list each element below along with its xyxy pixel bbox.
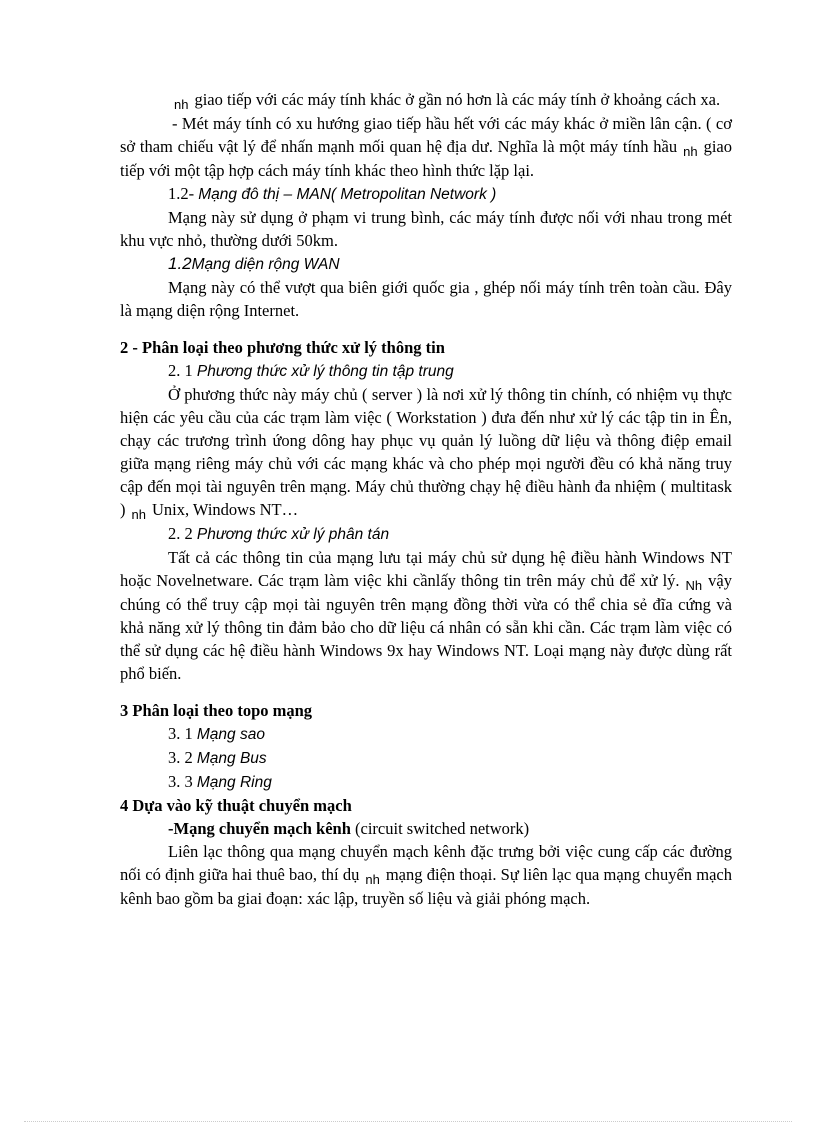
document-page	[120, 88, 732, 910]
subheading-circuit-switched: -Mạng chuyển mạch kênh (circuit switched network)	[168, 819, 530, 838]
topo-item: 3. 3 Mạng Ring	[168, 772, 272, 791]
section-heading-centralized: 2. 1 Phương thức xử lý thông tin tập trung	[168, 361, 454, 380]
heading-section-3: 3 Phân loại theo topo mạng	[120, 701, 313, 720]
topo-item: 3. 2 Mạng Bus	[168, 748, 267, 767]
heading-section-2: 2 - Phân loại theo phương thức xử lý thông tin	[120, 338, 445, 357]
paragraph-centralized: Ở phương thức này máy chủ ( server ) là nơi xử lý thông tin chính, có nhiệm vụ thực hiện các yêu cầu của các trạm làm việc ( Workstation ) đưa đến như xử lý các tập tin in Ên, chạy các trương trình ứong dông hay phục vụ quản lý luồng dữ liệu và thông điệp email giữa mạng riêng máy chủ với các mạng khác và cho phép mọi người đều có khả năng truy cập đến mọi tài nguyên trên mạng. Máy chủ thường chạy hệ điều hành đa nhiệm ( multitask ) $_{nh}$ Unix, Windows NT…	[120, 385, 732, 522]
paragraph-wan: Mạng này có thể vượt qua biên giới quốc gia , ghép nối máy tính trên toàn cầu. Đây là mạng diện rộng Internet.	[120, 278, 732, 320]
section-heading-distributed: 2. 2 Phương thức xử lý phân tán	[168, 524, 390, 543]
abbr-nh: Nh	[685, 578, 703, 593]
abbr-nh: nh	[683, 144, 698, 159]
abbr-nh: nh	[174, 97, 189, 112]
paragraph-distributed: Tất cả các thông tin của mạng lưu tại máy chủ sử dụng hệ điều hành Windows NT hoặc Novelnetware. Các trạm làm việc khi cầnlấy thông tin trên máy chủ để xử lý. $_{Nh}$ vậy chúng có thể truy cập mọi tài nguyên trên mạng đồng thời vừa có thể chia sẻ đĩa cứng và khả năng xử lý thông tin đảm bảo cho dữ liệu cá nhân có sẵn khi cần. Các trạm làm việc có thể sử dụng các hệ điều hành Windows 9x hay Windows NT. Loại mạng này được dùng rất phổ biến.	[120, 548, 732, 683]
paragraph-neighborhood: - Mét máy tính có xu hướng giao tiếp hầu hết với các máy khác ở miền lân cận. ( cơ sở tham chiếu vật lý để nhấn mạnh mối quan hệ địa dư. Nghĩa là một máy tính hầu $_{nh}$ giao tiếp với một tập hợp cách máy tính khác theo hình thức lặp lại.	[120, 114, 732, 180]
section-heading-wan: 1.2Mạng diện rộng WAN	[168, 254, 340, 273]
paragraph-man: Mạng này sử dụng ở phạm vi trung bình, các máy tính được nối với nhau trong mét khu vực nhỏ, thường dưới 50km.	[120, 208, 732, 250]
heading-section-4: 4 Dựa vào kỹ thuật chuyển mạch	[120, 796, 352, 815]
page-bottom-divider	[24, 1121, 792, 1122]
section-heading-man: 1.2- Mạng đô thị – MAN( Metropolitan Network )	[168, 184, 497, 203]
topo-item: 3. 1 Mạng sao	[168, 724, 265, 743]
abbr-nh: nh	[131, 507, 146, 522]
paragraph-circuit-switched: Liên lạc thông qua mạng chuyển mạch kênh đặc trưng bởi việc cung cấp các đường nối có định giữa hai thuê bao, thí dụ $_{nh}$ mạng điện thoại. Sự liên lạc qua mạng chuyển mạch kênh bao gồm ba giai đoạn: xác lập, truyền số liệu và giải phóng mạch.	[120, 842, 732, 908]
paragraph-intro: $_{nh}$ giao tiếp với các máy tính khác ở gần nó hơn là các máy tính ở khoảng cách xa.	[120, 88, 732, 112]
abbr-nh: nh	[365, 872, 380, 887]
